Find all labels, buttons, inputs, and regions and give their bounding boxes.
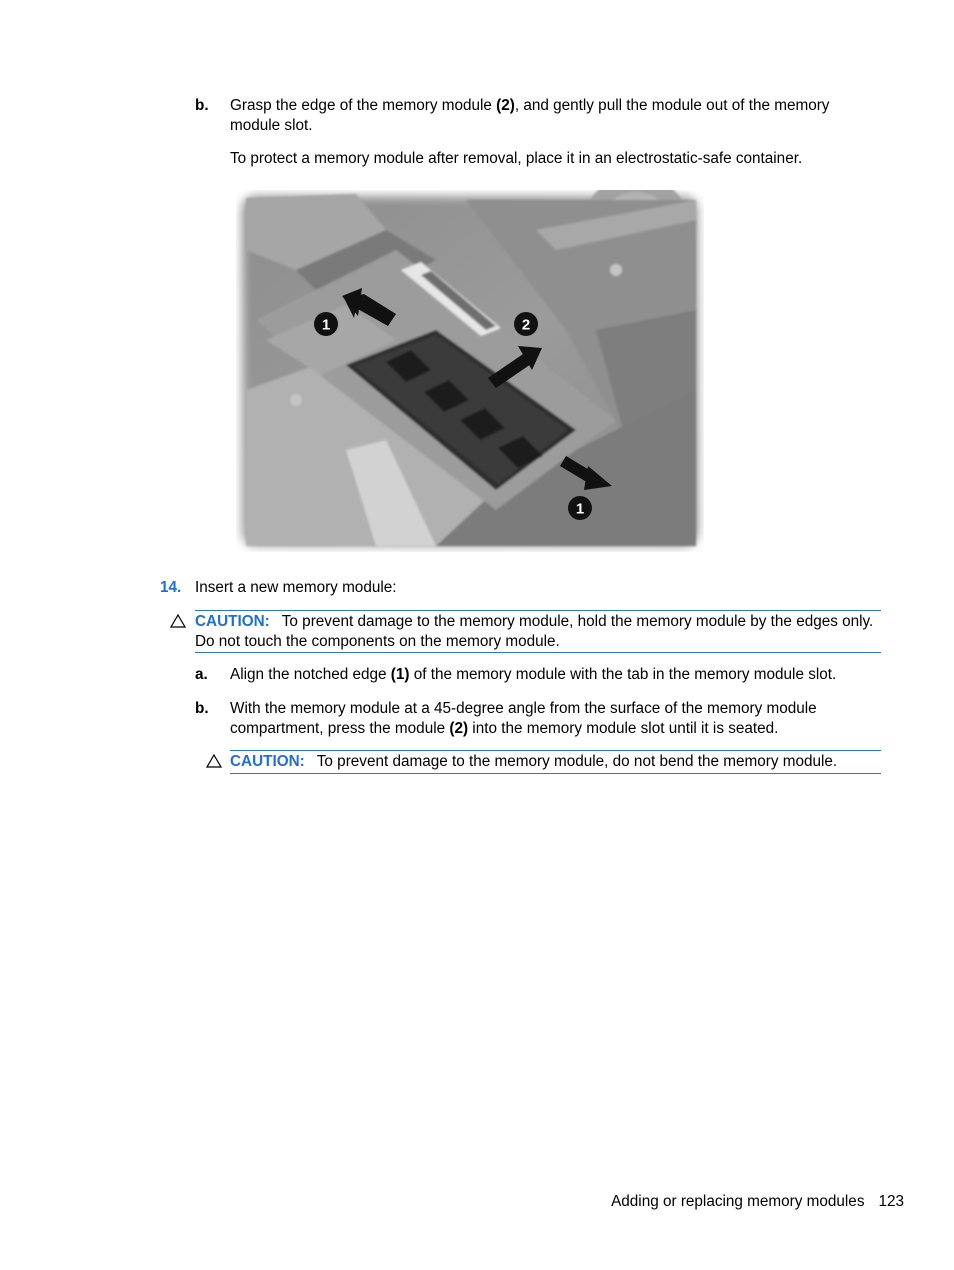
footer-section-title: Adding or replacing memory modules (611, 1193, 865, 1210)
caution-triangle-icon (170, 613, 186, 629)
callout-1-lower-label: 1 (575, 500, 585, 518)
step-a-text: Align the notched edge (1) of the memory module with the tab in the memory module slot. (230, 666, 837, 683)
step-a-marker: a. (195, 666, 208, 683)
memory-module-photo (236, 190, 704, 552)
caution-1-label: CAUTION: (195, 613, 270, 630)
callout-1-upper-label: 1 (321, 316, 331, 334)
step-b-text: Grasp the edge of the memory module (2), and gently pull the module out of the memory module slot. (230, 97, 830, 134)
callout-2 (514, 312, 538, 336)
step-b2-marker: b. (195, 700, 209, 717)
step-b-marker: b. (195, 97, 209, 114)
caution-2-label: CAUTION: (230, 753, 305, 770)
callout-1-lower (568, 496, 592, 520)
callout-1-upper (314, 312, 338, 336)
step-b2-text: With the memory module at a 45-degree angle from the surface of the memory module compartment, press the module (2) into the memory module slot until it is seated. (230, 700, 817, 737)
caution-1-text: To prevent damage to the memory module, hold the memory module by the edges only. Do not touch the components on the memory module. (195, 613, 874, 650)
step-14-text: Insert a new memory module: (195, 579, 397, 596)
caution-2-text: To prevent damage to the memory module, do not bend the memory module. (316, 753, 838, 770)
step-b-note: To protect a memory module after removal, place it in an electrostatic-safe container. (230, 150, 803, 167)
callout-2-label: 2 (521, 316, 531, 334)
step-14-number: 14. (160, 579, 182, 596)
caution-1 (195, 610, 881, 653)
page-footer (611, 1192, 904, 1212)
page-number: 123 (878, 1193, 904, 1210)
caution-2 (230, 750, 881, 774)
caution-triangle-icon-2 (206, 753, 222, 769)
